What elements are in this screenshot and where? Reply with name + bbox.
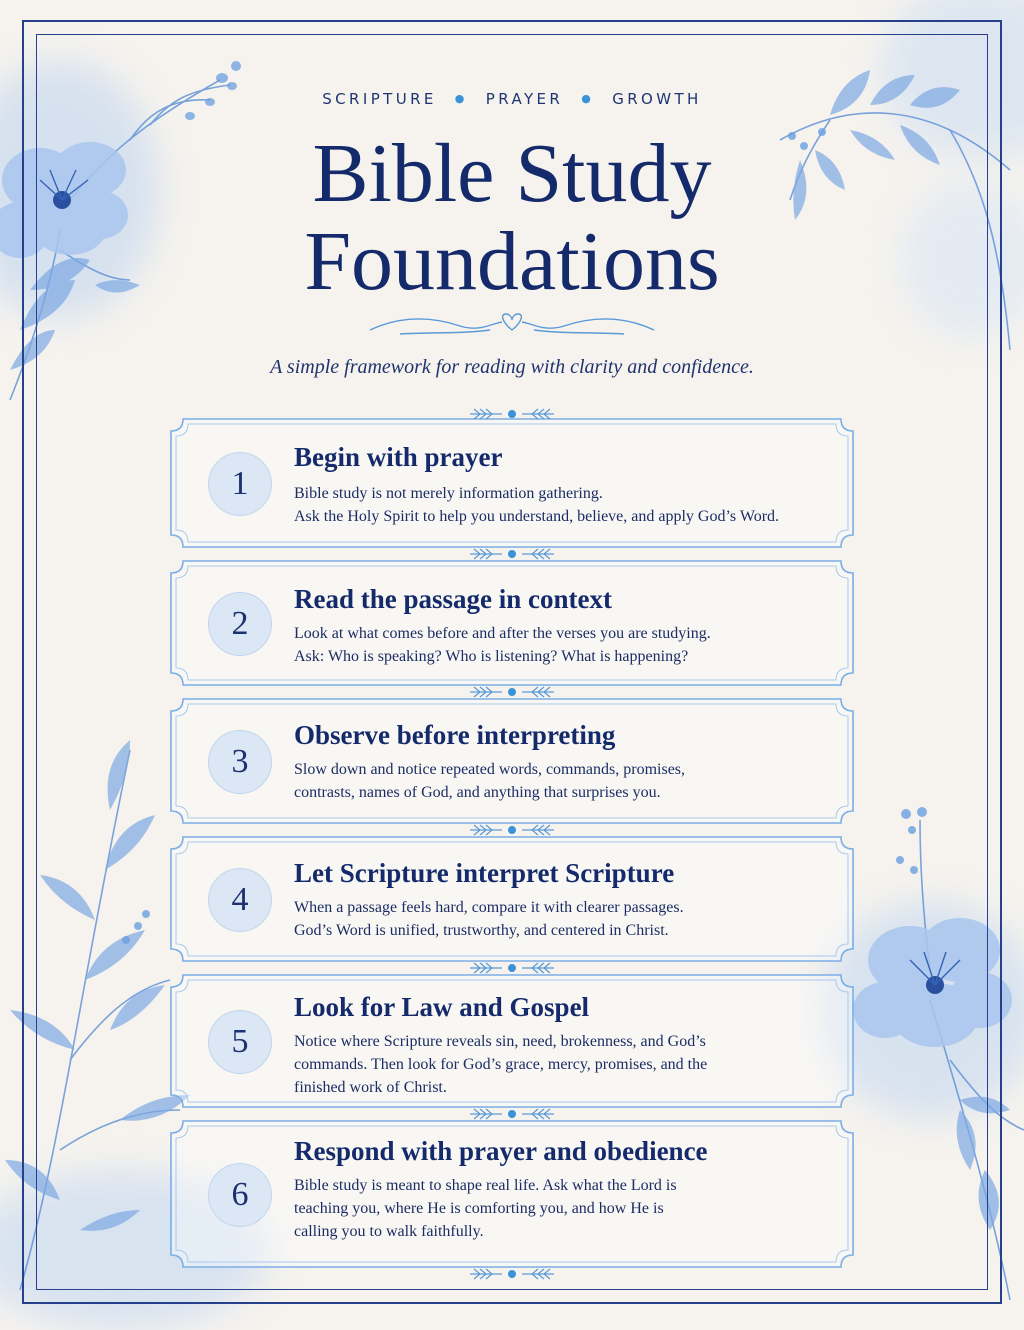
step-title: Read the passage in context: [294, 584, 612, 614]
step-card: [170, 974, 854, 1108]
divider-flourish-icon: [170, 1266, 854, 1282]
step-title: Look for Law and Gospel: [294, 992, 590, 1022]
tagline-word: SCRIPTURE: [322, 90, 437, 108]
step-card: [170, 698, 854, 824]
step-number: 1: [208, 452, 272, 516]
step-description: [294, 758, 834, 804]
step-description: [294, 1174, 834, 1243]
step-description-line: When a passage feels hard, compare it with clearer passages.: [294, 899, 684, 916]
step-number: 3: [208, 730, 272, 794]
dot-separator-icon: ●: [454, 92, 468, 105]
step-description-line: God’s Word is unified, trustworthy, and centered in Christ.: [294, 922, 669, 939]
step-description-line: calling you to walk faithfully.: [294, 1223, 484, 1240]
step-number: 6: [208, 1163, 272, 1227]
step-card: [170, 836, 854, 962]
step-title: Begin with prayer: [294, 442, 503, 472]
step-description-line: Ask the Holy Spirit to help you understand, believe, and apply God’s Word.: [294, 508, 780, 525]
step-description-line: Bible study is meant to shape real life. Ask what the Lord is: [294, 1177, 677, 1194]
step-title: Observe before interpreting: [294, 720, 616, 750]
tagline: [0, 90, 1024, 108]
step-description-line: finished work of Christ.: [294, 1079, 447, 1096]
step-description: [294, 896, 834, 942]
page-title-line2: Foundations: [304, 215, 720, 308]
step-description-line: Look at what comes before and after the verses you are studying.: [294, 625, 711, 642]
page-subtitle: A simple framework for reading with clarity and confidence.: [270, 356, 754, 378]
step-card: [170, 418, 854, 548]
step-title: Respond with prayer and obedience: [294, 1136, 708, 1166]
step-description: [294, 1030, 834, 1099]
step-card: [170, 560, 854, 686]
step-number: 2: [208, 592, 272, 656]
step-description-line: contrasts, names of God, and anything that surprises you.: [294, 784, 661, 801]
step-description-line: Bible study is not merely information gathering.: [294, 485, 603, 502]
tagline-word: GROWTH: [612, 90, 702, 108]
page-title-line1: Bible Study: [312, 127, 712, 220]
step-number: 5: [208, 1010, 272, 1074]
tagline-word: PRAYER: [485, 90, 564, 108]
dot-separator-icon: ●: [581, 92, 595, 105]
step-description: [294, 622, 834, 668]
step-description: [294, 482, 834, 528]
step-description-line: Ask: Who is speaking? Who is listening? What is happening?: [294, 648, 689, 665]
step-number: 4: [208, 868, 272, 932]
step-description-line: Notice where Scripture reveals sin, need, brokenness, and God’s: [294, 1033, 706, 1050]
step-description-line: Slow down and notice repeated words, commands, promises,: [294, 761, 686, 778]
step-description-line: commands. Then look for God’s grace, mercy, promises, and the: [294, 1056, 708, 1073]
step-card: [170, 1120, 854, 1268]
step-description-line: teaching you, where He is comforting you, and how He is: [294, 1200, 664, 1217]
divider-flourish-icon: [170, 406, 854, 422]
heart-flourish-icon: [360, 310, 664, 340]
step-title: Let Scripture interpret Scripture: [294, 858, 675, 888]
